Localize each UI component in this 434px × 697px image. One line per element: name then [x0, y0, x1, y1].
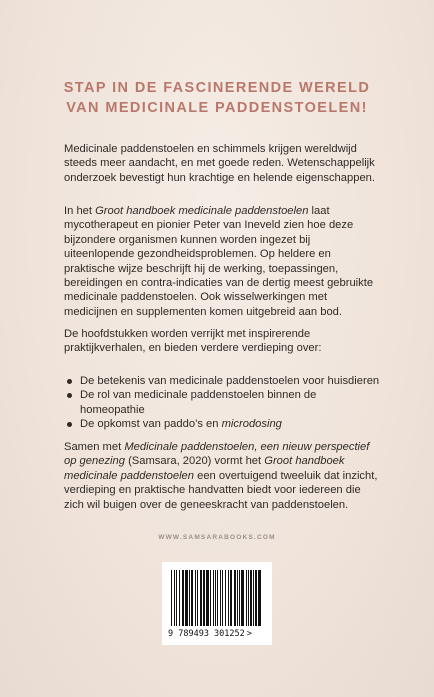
barcode-bar — [220, 570, 221, 626]
barcode-bar — [255, 570, 257, 626]
barcode-bars — [170, 570, 264, 626]
heading-line-2: VAN MEDICINALE PADDENSTOELEN! — [66, 100, 368, 116]
description-text-pre: In het — [64, 205, 96, 217]
barcode-bar — [217, 570, 218, 626]
barcode-bar — [206, 570, 209, 626]
barcode-bar — [197, 570, 198, 626]
publisher-website: WWW.SAMSARABOOKS.COM — [158, 534, 276, 541]
closing-text: een overtuigend tweeluik dat inzicht, verdieping en praktische handvatten biedt voor iedereen die zich wil buigen over de geneeskracht van paddenstoelen. — [64, 469, 378, 511]
list-item — [64, 374, 380, 388]
barcode-bar — [171, 570, 172, 626]
list-item-text: De rol van medicinale paddenstoelen binnen de homeopathie — [80, 389, 317, 416]
barcode-bar — [195, 570, 196, 626]
barcode-bar — [258, 570, 261, 626]
book-title-repeat: Groot handboek medicinale paddenstoelen — [64, 455, 345, 482]
topic-list — [64, 374, 380, 432]
barcode-bar — [182, 570, 184, 626]
barcode-bar — [222, 570, 223, 626]
barcode-bar — [185, 570, 188, 626]
barcode-bar — [253, 570, 254, 626]
list-item-italic: microdosing — [221, 418, 282, 431]
list-item-text: De betekenis van medicinale paddenstoelen voor huisdieren — [80, 375, 380, 387]
barcode-bar — [248, 570, 249, 626]
list-item — [64, 417, 380, 431]
barcode-bar — [191, 570, 193, 626]
barcode-bar — [203, 570, 205, 626]
closing-paragraph — [64, 440, 380, 512]
barcode-bar — [215, 570, 216, 626]
barcode-bar — [210, 570, 211, 626]
isbn-barcode — [162, 562, 272, 645]
barcode-bar — [213, 570, 214, 626]
list-item — [64, 388, 380, 417]
barcode-bar — [228, 570, 229, 626]
list-item-text: De opkomst van paddo’s en — [80, 418, 222, 431]
intro-paragraph: Medicinale paddenstoelen en schimmels krijgen wereldwijd steeds meer aandacht, en met goede reden. Wetenschappelijk onderzoek bevestigt hun krachtige en helende eigenschappen. — [64, 143, 375, 184]
barcode-bar — [189, 570, 190, 626]
barcode-number — [168, 629, 268, 639]
barcode-bar — [237, 570, 238, 626]
barcode-bar — [200, 570, 202, 626]
chapters-paragraph: De hoofdstukken worden verrijkt met inspirerende praktijkverhalen, en bieden verdere verdieping over: — [64, 328, 322, 355]
barcode-bar — [239, 570, 240, 626]
barcode-bar — [174, 570, 175, 626]
heading-line-1: STAP IN DE FASCINERENDE WERELD — [63, 80, 371, 96]
barcode-arrow: > — [246, 629, 252, 639]
description-text: laat mycotherapeut en pionier Peter van Ineveld zien hoe deze bijzondere organismen kunnen worden ingezet bij uiteenlopende gezondheidsproblemen. Op heldere en praktische wijze beschrijft hij de werking, toepassingen, bereidingen en contra-indicaties van de dertig meest gebruikte medicinale paddenstoelen. Ook wisselwerkingen met medicijnen en supplementen komen uitgebreid aan bod. — [64, 205, 374, 318]
book-title: Groot handboek medicinale paddenstoelen — [95, 205, 309, 217]
description-paragraph — [64, 204, 380, 319]
barcode-bar — [250, 570, 252, 626]
companion-book-title: Medicinale paddenstoelen, een nieuw perspectief op genezing — [64, 441, 370, 468]
barcode-bar — [234, 570, 236, 626]
barcode-bar — [176, 570, 177, 626]
barcode-bar — [230, 570, 232, 626]
closing-text-pre: Samen met — [64, 441, 125, 453]
closing-text-mid: (Samsara, 2020) vormt het — [124, 455, 265, 468]
barcode-bar — [246, 570, 247, 626]
isbn-digits: 9 789493 301252 — [168, 629, 245, 639]
barcode-bar — [241, 570, 244, 626]
barcode-bar — [179, 570, 180, 626]
barcode-bar — [225, 570, 226, 626]
